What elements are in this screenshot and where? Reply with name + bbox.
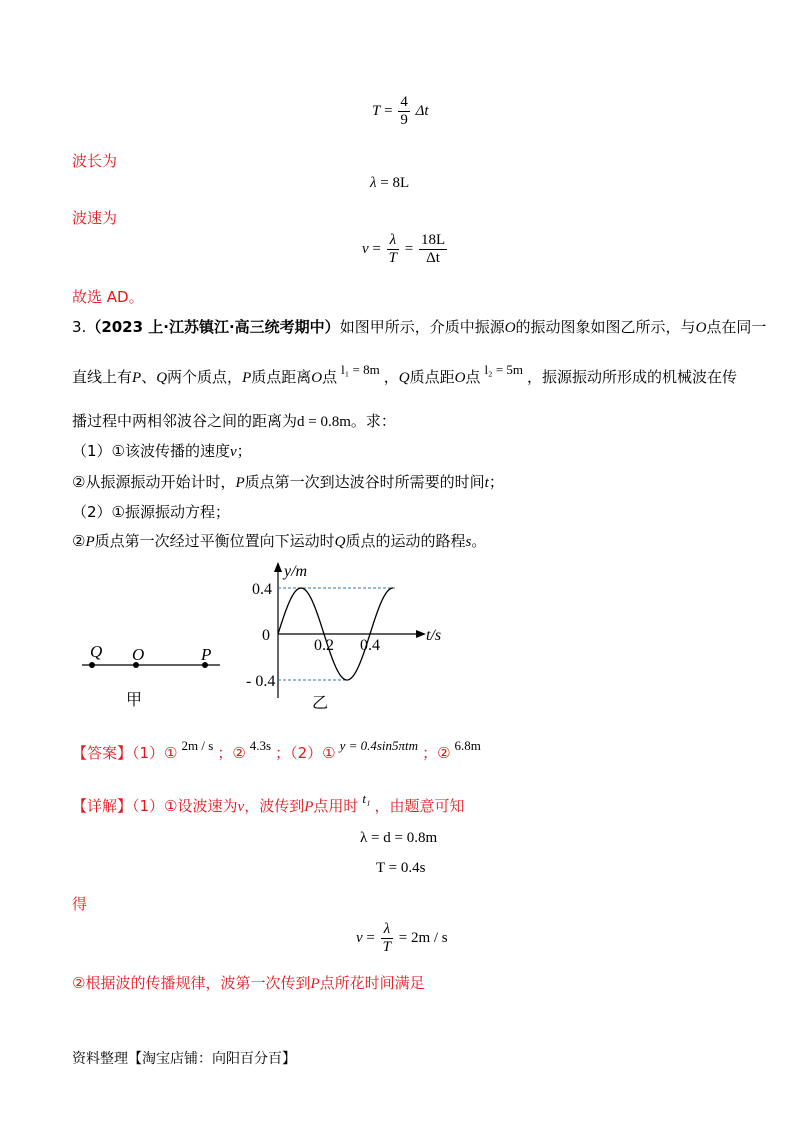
y-tick-neg: - 0.4 [246,673,276,690]
x-axis-arrow [416,630,426,638]
figure-yi [240,558,460,718]
y-axis-arrow [274,562,282,572]
detail-line-2: ②根据波的传播规律，波第一次传到P点所花时间满足 [72,974,425,992]
caption-jia: 甲 [126,692,143,709]
x-tick-0-2: 0.2 [314,637,334,654]
equation-wavelength: λ = 8L [370,175,410,191]
footer: 资料整理【淘宝店铺：向阳百分百】 [72,1051,296,1067]
label-speed: 波速为 [72,209,118,227]
equation-detail-3: v = $\frac{\lambda}{T}$ = 2m / s [356,921,448,955]
x-tick-0-4: 0.4 [360,637,380,654]
label-o: O [132,645,145,664]
label-q: Q [90,642,103,661]
figure-jia [70,630,240,720]
equation-detail-1: λ = d = 0.8m [360,830,438,846]
y-tick-pos: 0.4 [252,581,272,598]
origin-label: 0 [262,627,270,644]
point-q [89,662,95,668]
problem-line-1: 3.（2023 上·江苏镇江·高三统考期中）如图甲所示，介质中振源O的振动图象如图乙所示，与O点在同一 [72,318,767,336]
label-de: 得 [72,895,88,913]
previous-answer: 故选 AD。 [72,288,144,306]
x-axis-label: t/s [426,627,442,644]
detail-line-1: 【详解】（1）①设波速为v，波传到P点用时 t₁ ，由题意可知 [72,791,465,815]
label-p: P [201,645,212,664]
caption-yi: 乙 [312,695,329,712]
problem-line-2: 直线上有P、Q两个质点，P质点距离O点 l₁ = 8m ，Q质点距O点 l₂ = 5m ，振源振动所形成的机械波在传 [72,362,738,386]
label-wavelength: 波长为 [72,152,118,170]
equation-detail-2: T = 0.4s [376,860,426,876]
answer-line: 【答案】（1）① 2m / s ；② 4.3s ；（2）① y = 0.4sin5πtm ；② 6.8m [72,738,481,762]
equation-period: T = $\frac{4}{9}$ Δt [372,94,429,128]
question-1-1: （1）①该波传播的速度v； [72,442,252,460]
equation-speed: v = $\frac{\lambda}{T}$ = $\frac{18L}{\Delta t}$ [362,232,446,266]
question-1-2: ②从振源振动开始计时，P质点第一次到达波谷时所需要的时间t； [72,473,504,491]
question-2-1: （2）①振源振动方程； [72,503,230,521]
question-2-2: ②P质点第一次经过平衡位置向下运动时Q质点的运动的路程s。 [72,532,487,550]
y-axis-label: y/m [284,563,308,580]
problem-line-3: 播过程中两相邻波谷之间的距离为d = 0.8m。求： [72,412,396,430]
